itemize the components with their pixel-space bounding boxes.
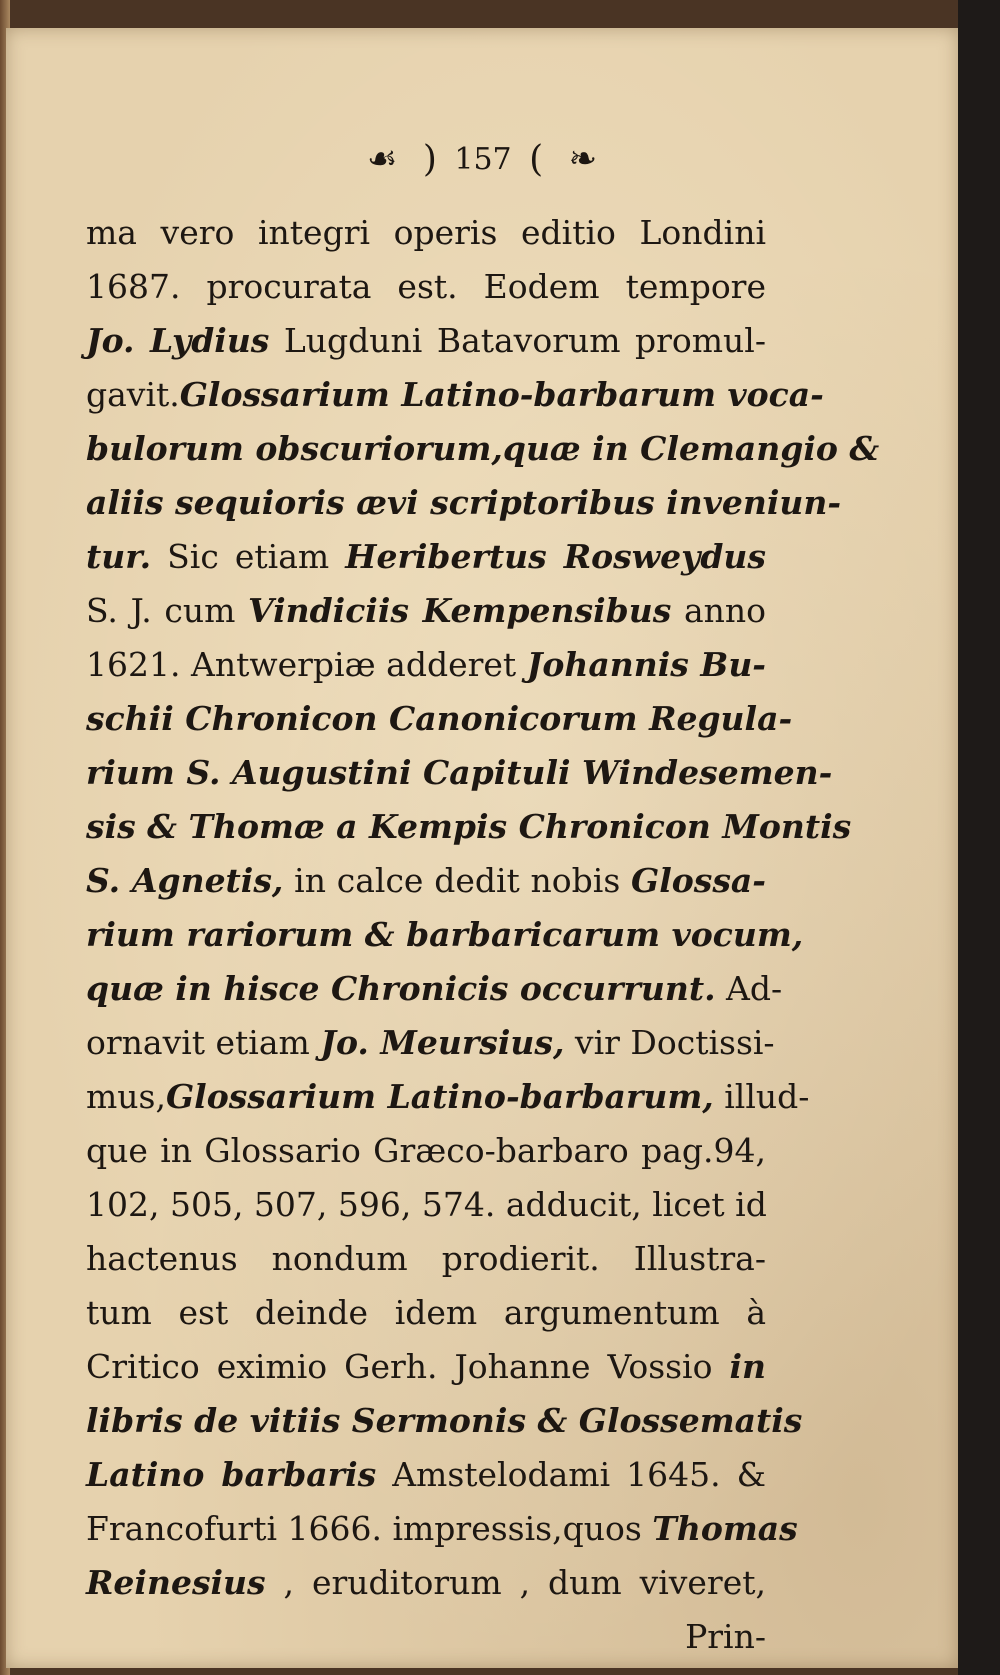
- text-line: [86, 1610, 766, 1664]
- roman-segment: ma vero integri operis editio Londini: [86, 213, 766, 252]
- roman-segment: anno: [671, 591, 766, 630]
- roman-segment: que in Glossario Græco-barbaro pag.94,: [86, 1131, 766, 1170]
- italic-segment: libris de vitiis Sermonis & Glossematis: [86, 1401, 803, 1440]
- italic-segment: Vindiciis Kempensibus: [248, 591, 672, 630]
- text-line: [86, 1448, 766, 1502]
- page-header: [6, 136, 958, 180]
- roman-segment: Amstelodami 1645. &: [376, 1455, 766, 1494]
- italic-segment: S. Agnetis,: [86, 861, 284, 900]
- text-line: [86, 260, 766, 314]
- italic-segment: Jo. Meursius,: [320, 1023, 565, 1062]
- text-line: [86, 530, 766, 584]
- roman-segment: gavit.: [86, 375, 180, 414]
- roman-segment: 102, 505, 507, 596, 574. adducit, licet id: [86, 1185, 767, 1224]
- italic-segment: rium rariorum & barbaricarum vocum,: [86, 915, 804, 954]
- text-line: [86, 206, 766, 260]
- text-line: [86, 1502, 798, 1556]
- text-line: [86, 476, 842, 530]
- italic-segment: rium S. Augustini Capituli Windesemen-: [86, 753, 833, 792]
- text-line: [86, 314, 766, 368]
- text-line: [86, 1340, 766, 1394]
- roman-segment: illud-: [713, 1077, 810, 1116]
- italic-segment: Glossarium Latino-barbarum,: [165, 1077, 714, 1116]
- text-line: [86, 1016, 775, 1070]
- text-line: [86, 1556, 766, 1610]
- text-line: [86, 854, 766, 908]
- italic-segment: Glossarium Latino-barbarum voca-: [179, 375, 824, 414]
- roman-segment: tum est deinde idem argumentum à: [86, 1293, 766, 1332]
- roman-segment: Sic etiam: [151, 537, 346, 576]
- roman-segment: in calce dedit nobis: [283, 861, 632, 900]
- text-line: [86, 1232, 766, 1286]
- text-line: [86, 1070, 810, 1124]
- italic-segment: Latino barbaris: [86, 1455, 377, 1494]
- book-page: [6, 28, 958, 1668]
- italic-segment: quæ in hisce Chronicis occurrunt.: [86, 969, 716, 1008]
- text-line: [86, 962, 783, 1016]
- header-paren-left: ): [422, 138, 437, 180]
- italic-segment: Thomas: [652, 1509, 798, 1548]
- text-line: [86, 422, 880, 476]
- roman-segment: S. J. cum: [86, 591, 249, 630]
- text-line: [86, 692, 793, 746]
- text-line: [86, 800, 852, 854]
- text-line: [86, 1394, 803, 1448]
- roman-segment: mus,: [86, 1077, 166, 1116]
- roman-segment: hactenus nondum prodierit. Illustra-: [86, 1239, 766, 1278]
- text-line: [86, 1178, 766, 1232]
- roman-segment: , eruditorum , dum viveret,: [265, 1563, 766, 1602]
- italic-segment: Glossa-: [631, 861, 766, 900]
- italic-segment: sis & Thomæ a Kempis Chronicon Montis: [86, 807, 852, 846]
- right-ornament-icon: ❧: [568, 139, 598, 179]
- text-line: [86, 1124, 766, 1178]
- roman-segment: 1687. procurata est. Eodem tempore: [86, 267, 766, 306]
- text-line: [86, 638, 766, 692]
- roman-segment: ornavit etiam: [86, 1023, 321, 1062]
- left-ornament-icon: ☙: [366, 139, 398, 179]
- roman-segment: Prin-: [685, 1617, 766, 1656]
- roman-segment: 1621. Antwerpiæ adderet: [86, 645, 527, 684]
- italic-segment: Heribertus Rosweydus: [345, 537, 766, 576]
- italic-segment: in: [729, 1347, 766, 1386]
- text-line: [86, 584, 766, 638]
- roman-segment: Ad-: [715, 969, 783, 1008]
- roman-segment: Lugduni Batavorum promul-: [269, 321, 766, 360]
- body-text: [86, 206, 880, 1664]
- italic-segment: Johannis Bu-: [526, 645, 767, 684]
- text-line: [86, 908, 804, 962]
- roman-segment: Critico eximio Gerh. Johanne Vossio: [86, 1347, 730, 1386]
- text-line: [86, 1286, 766, 1340]
- header-paren-right: (: [529, 138, 544, 180]
- italic-segment: schii Chronicon Canonicorum Regula-: [86, 699, 793, 738]
- text-line: [86, 746, 833, 800]
- italic-segment: Jo. Lydius: [86, 321, 270, 360]
- text-line: [86, 368, 824, 422]
- italic-segment: tur.: [86, 537, 152, 576]
- roman-segment: Francofurti 1666. impressis,quos: [86, 1509, 653, 1548]
- italic-segment: bulorum obscuriorum,quæ in Clemangio &: [86, 429, 880, 468]
- italic-segment: aliis sequioris ævi scriptoribus inveniun-: [86, 483, 842, 522]
- italic-segment: Reinesius: [86, 1563, 266, 1602]
- roman-segment: vir Doctissi-: [564, 1023, 775, 1062]
- scan-background-strip: [958, 0, 1000, 1675]
- page-number: 157: [454, 141, 512, 177]
